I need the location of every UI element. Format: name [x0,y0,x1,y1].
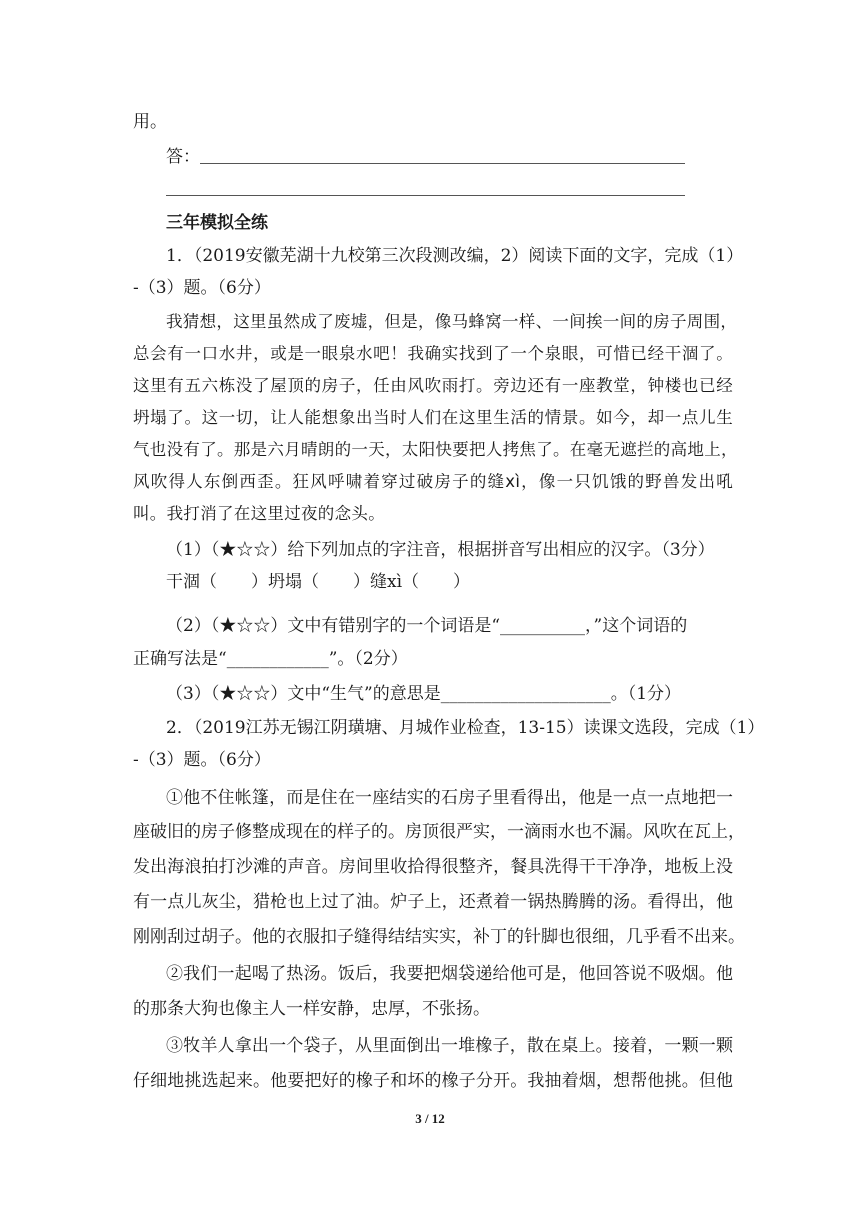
answer-label: 答： [166,147,200,167]
q1-passage-line: 气也没有了。那是六月晴朗的一天，太阳快要把人拷焦了。在毫无遮拦的高地上， [133,440,738,459]
q2-passage-line: ①他不住帐篷，而是住在一座结实的石房子里看得出，他是一点一点地把一 [166,788,733,808]
q2-passage-line: 的那条大狗也像主人一样安静，忠厚，不张扬。 [133,999,490,1019]
q2-passage-line: ③牧羊人拿出一个袋子，从里面倒出一堆橡子，散在桌上。接着，一颗一颗 [166,1036,733,1056]
q2-passage-line: 刚刚刮过胡子。他的衣服扣子缝得结结实实，补丁的针脚也很细，几乎看不出来。 [133,927,745,947]
answer-line-1[interactable] [200,163,685,164]
q2-passage-line: 发出海浪拍打沙滩的声音。房间里收拾得很整齐，餐具洗得干干净净，地板上没 [133,857,733,877]
continued-text: 用。 [133,112,167,132]
q1-sub-3: （3）（★☆☆）文中“生气”的意思是____________________。（1分） [166,684,682,704]
q2-passage-line: 座破旧的房子修整成现在的样子的。房顶很严实，一滴雨水也不漏。风吹在瓦上， [133,822,745,842]
q1-passage-line: 这里有五六栋没了屋顶的房子，任由风吹雨打。旁边还有一座教堂，钟楼也已经 [133,376,733,395]
q1-sub-2-line-2: 正确写法是“____________”。（2分） [133,649,408,669]
q1-passage-line: 坍塌了。这一切，让人能想象出当时人们在这里生活的情景。如今，却一点儿生 [133,408,733,427]
q1-sub-2-line-1: （2）（★☆☆）文中有错别字的一个词语是“__________，”这个词语的 [166,616,688,636]
q1-passage-line: 总会有一口水井，或是一眼泉水吧！我确实找到了一个泉眼，可惜已经干涸了。 [133,344,733,363]
q1-sub-1-items: 干涸（ ）坍塌（ ）缝xì（ ） [166,572,471,592]
q2-passage-line: ②我们一起喝了热汤。饭后，我要把烟袋递给他可是，他回答说不吸烟。他 [166,964,733,984]
q2-passage-line: 仔细地挑选起来。他要把好的橡子和坏的橡子分开。我抽着烟，想帮他挑。但他 [133,1071,733,1091]
answer-line-2[interactable] [166,195,685,196]
q1-intro-line-2: -（3）题。（6分） [133,278,271,298]
q1-passage-line: 叫。我打消了在这里过夜的念头。 [133,504,385,523]
q2-intro-line-1: 2．（2019江苏无锡江阴璜塘、月城作业检查，13-15）读课文选段，完成（1） [166,718,765,738]
q2-passage-line: 有一点儿灰尘，猎枪也上过了油。炉子上，还煮着一锅热腾腾的汤。看得出，他 [133,892,733,912]
page-number: 3 / 12 [415,1111,445,1126]
q1-sub-1: （1）（★☆☆）给下列加点的字注音，根据拼音写出相应的汉字。（3分） [166,540,715,560]
section-title: 三年模拟全练 [166,213,268,233]
q1-passage-line: 我猜想，这里虽然成了废墟，但是，像马蜂窝一样、一间挨一间的房子周围， [166,312,738,331]
q2-intro-line-2: -（3）题。（6分） [133,750,271,770]
q1-passage-line: 风吹得人东倒西歪。狂风呼啸着穿过破房子的缝xì，像一只饥饿的野兽发出吼 [133,472,733,491]
q1-intro-line-1: 1．（2019安徽芜湖十九校第三次段测改编，2）阅读下面的文字，完成（1） [166,246,744,266]
